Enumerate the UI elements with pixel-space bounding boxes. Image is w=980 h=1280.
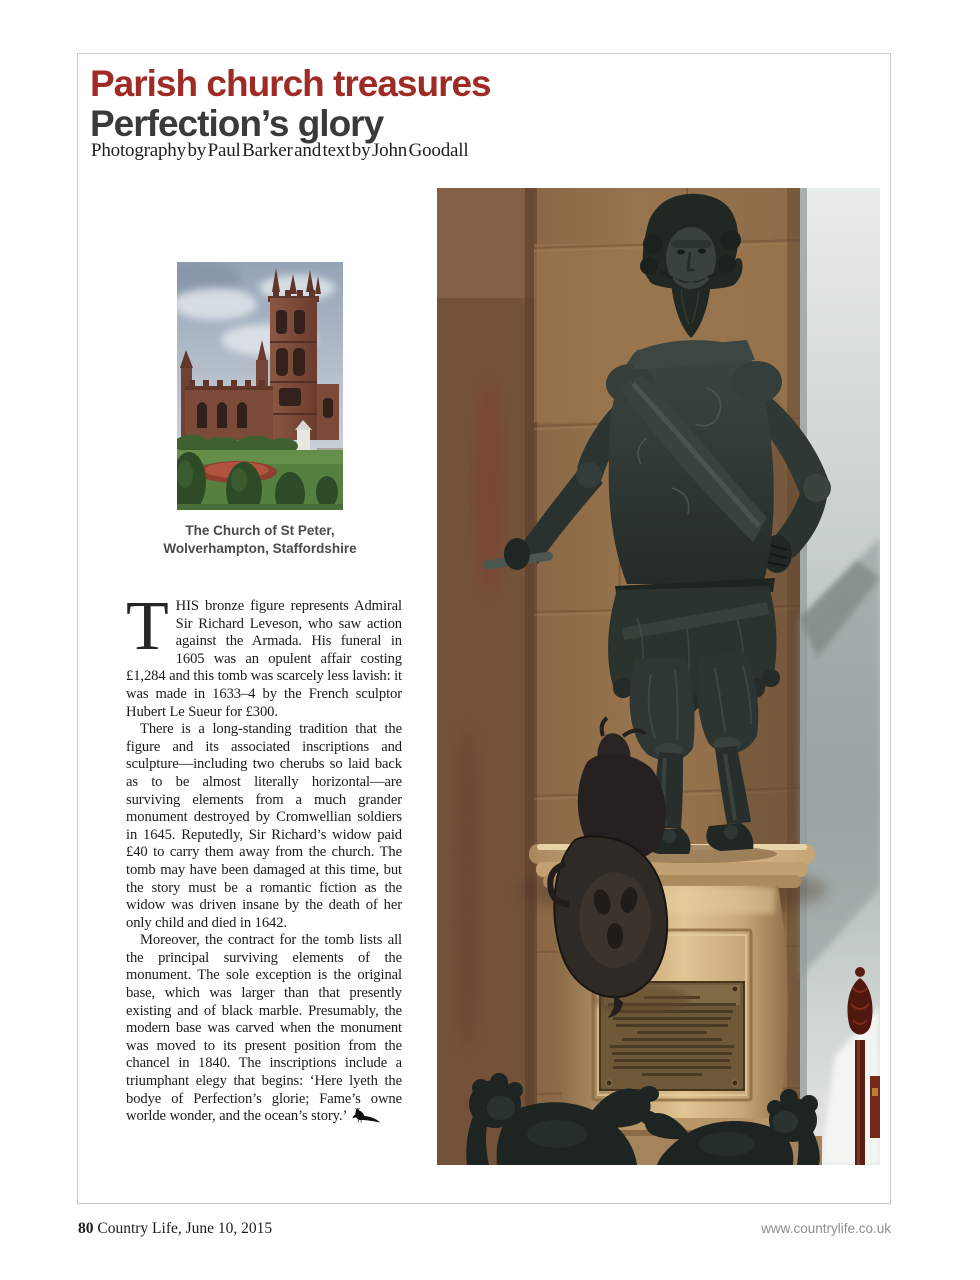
church-photo-caption — [142, 522, 378, 557]
article-paragraph-1 — [126, 588, 402, 721]
church-photo-figure — [163, 262, 357, 557]
page-footer — [78, 1220, 891, 1238]
caption-line-2: Wolverhampton, Staffordshire — [163, 540, 357, 556]
page-frame — [77, 53, 891, 1204]
caption-line-1: The Church of St Peter, — [185, 523, 335, 538]
website-url: www.countrylife.co.uk — [761, 1221, 891, 1236]
statue-photo-figure — [437, 188, 880, 1165]
footer-folio — [78, 1220, 272, 1238]
article-body — [126, 588, 402, 1126]
church-photo — [177, 262, 343, 510]
statue-photo — [437, 188, 880, 1165]
byline: Photography by Paul Barker and text by John Goodall — [91, 140, 469, 161]
kicker-heading: Parish church treasures — [90, 63, 491, 104]
peacock-icon — [351, 1108, 383, 1123]
paragraph-3-text: Moreover, the contract for the tomb lists all the principal surviving elements of the monument. The sole exception is the original base, which was larger than that presently existing and of black marble. Presumably, the modern base was carved when the monument was moved to its present position from the chancel in 1840. The inscriptions include a triumphant elegy that begins: ‘Here lyeth the bodye of Perfection’s glorie; Fame’s owne worlde wonder, and the ocean’s story.’ — [126, 932, 402, 1125]
article-paragraph-2: There is a long-standing tradition that the figure and its associated inscriptions and sculpture—including two cherubs so laid back as to be almost literally horizontal—are surviving elements from a much grander monument destroyed by Cromwellian soldiers in 1645. Reputedly, Sir Richard’s widow paid £40 to carry them away from the church. The tomb may have been damaged at this time, but the story must be a romantic fiction as the widow was driven insane by the death of her only child and died in 1642. — [126, 721, 402, 931]
article-paragraph-3 — [126, 932, 402, 1126]
drop-cap: T — [126, 588, 169, 665]
paragraph-1-text: HIS bronze figure represents Admiral Sir Richard Leveson, who saw action against the Armada. His funeral in 1605 was an opulent affair costing £1,284 and this tomb was scarcely less lavish: it was made in 1633–4 by the French sculptor Hubert Le Sueur for £300. — [126, 598, 402, 720]
publication-date: Country Life, June 10, 2015 — [97, 1220, 273, 1237]
page-number: 80 — [78, 1220, 94, 1237]
page-title: Perfection’s glory — [90, 103, 384, 144]
